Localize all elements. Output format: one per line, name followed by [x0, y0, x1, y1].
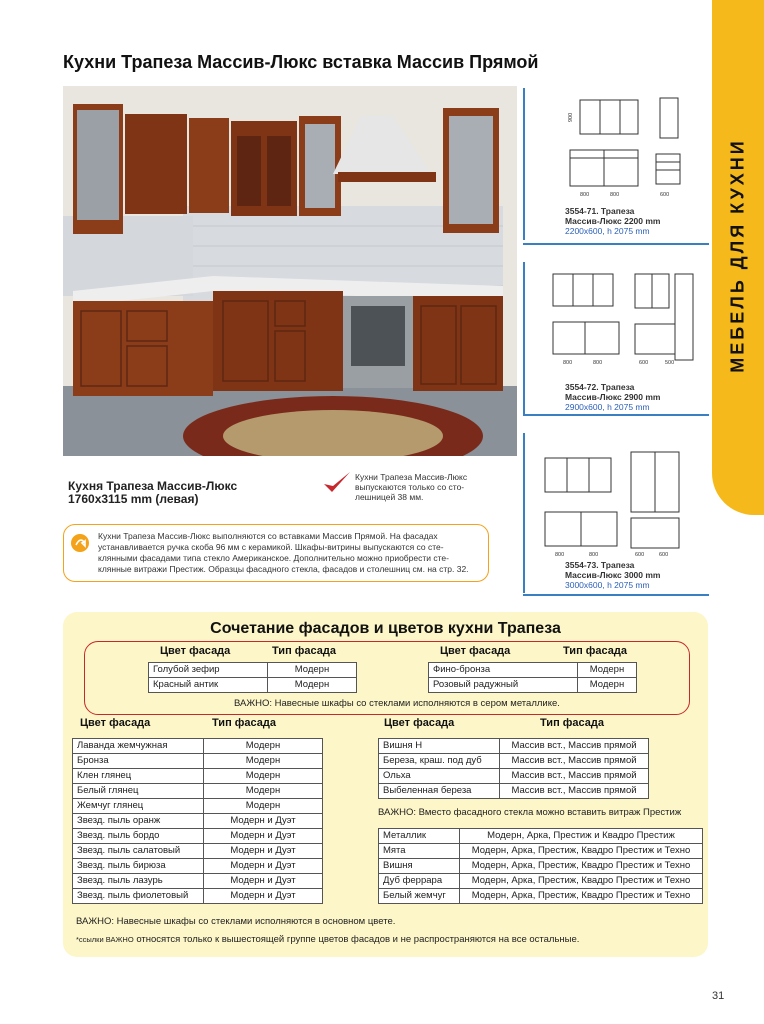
table-row: [379, 829, 703, 844]
col-header-color: Цвет фасада: [384, 717, 455, 729]
table-row: [379, 784, 649, 799]
color-cell: Звезд. пыль лазурь: [73, 874, 204, 889]
color-cell: Звезд. пыль оранж: [73, 814, 204, 829]
col-header-type: Тип фасада: [563, 645, 627, 657]
left-table: [72, 738, 323, 904]
col-header-type: Тип фасада: [540, 717, 604, 729]
color-cell: Лаванда жемчужная: [73, 739, 204, 754]
type-cell: Модерн и Дуэт: [204, 889, 323, 904]
color-cell: Звезд. пыль салатовый: [73, 844, 204, 859]
scheme-caption: 3554-72. Трапеза Массив-Люкс 2900 mm 2900х600, h 2075 mm: [565, 382, 661, 412]
scheme-caption: 3554-73. Трапеза Массив-Люкс 3000 mm 3000х600, h 2075 mm: [565, 560, 661, 590]
checkmark-icon: [322, 470, 352, 501]
svg-text:600: 600: [639, 360, 649, 366]
color-cell: Звезд. пыль бирюза: [73, 859, 204, 874]
type-cell: Модерн и Дуэт: [204, 844, 323, 859]
type-cell: Модерн: [204, 784, 323, 799]
color-cell: Белый жемчуг: [379, 889, 460, 904]
table-row: [73, 859, 323, 874]
svg-text:800: 800: [593, 360, 603, 366]
col-header-type: Тип фасада: [212, 717, 276, 729]
red-note: ВАЖНО: Навесные шкафы со стеклами исполняются в сером металлике.: [234, 698, 560, 709]
color-cell: Звезд. пыль фиолетовый: [73, 889, 204, 904]
type-cell: Модерн и Дуэт: [204, 814, 323, 829]
type-cell: Модерн и Дуэт: [204, 874, 323, 889]
color-cell: Дуб феррара: [379, 874, 460, 889]
page-number: 31: [712, 990, 725, 1002]
table-row: [73, 739, 323, 754]
color-cell: Металлик: [379, 829, 460, 844]
color-cell: Звезд. пыль бордо: [73, 829, 204, 844]
type-cell: Модерн: [204, 754, 323, 769]
table-row: [73, 769, 323, 784]
info-text: Кухни Трапеза Массив-Люкс выполняются со вставками Массив Прямой. На фасадах устанавливается ручка скоба 96 мм с керамикой. Шкафы-витрины выпускаются со сте- клянными фасадами типа стекло Американское. Дополнительно можно приобрести сте- клянные витражи Престиж. Образцы фасадного стекла, фасадов и столешниц см. на стр. 32.: [98, 531, 469, 574]
table-row: Розовый радужный Модерн: [429, 678, 637, 693]
svg-text:800: 800: [563, 360, 573, 366]
svg-text:600: 600: [635, 552, 645, 558]
table-row: [73, 814, 323, 829]
right-table-2: [378, 828, 703, 904]
type-cell: Модерн и Дуэт: [204, 859, 323, 874]
color-cell: Выбеленная береза: [379, 784, 500, 799]
color-cell: Вишня: [379, 859, 460, 874]
svg-text:600: 600: [659, 552, 669, 558]
svg-text:800: 800: [580, 192, 590, 198]
scheme-caption: 3554-71. Трапеза Массив-Люкс 2200 mm 2200х600, h 2075 mm: [565, 206, 661, 236]
table-row: [379, 844, 703, 859]
svg-text:800: 800: [589, 552, 599, 558]
svg-text:900: 900: [568, 112, 574, 122]
type-cell: Модерн, Арка, Престиж, Квадро Престиж и Техно: [460, 874, 703, 889]
svg-text:500: 500: [665, 360, 675, 366]
red-table-right: [428, 662, 637, 693]
svg-text:800: 800: [555, 552, 565, 558]
scheme-drawing: [535, 264, 705, 379]
type-cell: Модерн, Арка, Престиж, Квадро Престиж и Техно: [460, 859, 703, 874]
type-cell: Массив вст., Массив прямой: [500, 784, 649, 799]
bottom-footnote: *ссылки ВАЖНО относятся только к вышестоящей группе цветов фасадов и не распространяются на все остальные.: [76, 934, 580, 945]
scheme-drawing: [527, 440, 707, 565]
type-cell: Модерн и Дуэт: [204, 829, 323, 844]
right-table-1: [378, 738, 649, 799]
table-row: [73, 829, 323, 844]
color-cell: Жемчуг глянец: [73, 799, 204, 814]
right-note: ВАЖНО: Вместо фасадного стекла можно вставить витраж Престиж: [378, 807, 682, 818]
side-tab-label: МЕБЕЛЬ ДЛЯ КУХНИ: [727, 137, 748, 373]
col-header-color: Цвет фасада: [440, 645, 511, 657]
col-header-type: Тип фасада: [272, 645, 336, 657]
table-row: [379, 859, 703, 874]
table-row: Голубой зефир Модерн: [149, 663, 357, 678]
bottom-note: ВАЖНО: Навесные шкафы со стеклами исполняются в основном цвете.: [76, 916, 396, 927]
scheme-divider: [523, 88, 525, 240]
table-row: [73, 889, 323, 904]
type-cell: Модерн: [204, 739, 323, 754]
table-row: Фино-бронза Модерн: [429, 663, 637, 678]
scheme-divider: [523, 414, 709, 416]
scheme-divider: [523, 243, 709, 245]
color-cell: Береза, краш. под дуб: [379, 754, 500, 769]
side-note: Кухни Трапеза Массив-Люкс выпускаются только со сто- лешницей 38 мм.: [355, 472, 468, 502]
photo-caption: Кухня Трапеза Массив-Люкс 1760х3115 mm (левая): [68, 479, 238, 506]
type-cell: Модерн, Арка, Престиж, Квадро Престиж и Техно: [460, 889, 703, 904]
table-row: [73, 784, 323, 799]
type-cell: Массив вст., Массив прямой: [500, 739, 649, 754]
scheme-divider: [523, 262, 525, 414]
color-cell: Бронза: [73, 754, 204, 769]
col-header-color: Цвет фасада: [160, 645, 231, 657]
table-row: [73, 844, 323, 859]
table-row: [379, 769, 649, 784]
type-cell: Модерн, Арка, Престиж, Квадро Престиж и Техно: [460, 844, 703, 859]
col-header-color: Цвет фасада: [80, 717, 151, 729]
svg-text:600: 600: [660, 192, 670, 198]
scheme-drawing: [560, 92, 690, 207]
scheme-divider: [523, 433, 525, 593]
type-cell: Модерн, Арка, Престиж и Квадро Престиж: [460, 829, 703, 844]
info-icon: [70, 533, 90, 558]
color-cell: Ольха: [379, 769, 500, 784]
color-cell: Мята: [379, 844, 460, 859]
table-row: [379, 754, 649, 769]
table-row: [73, 799, 323, 814]
type-cell: Массив вст., Массив прямой: [500, 769, 649, 784]
table-row: [73, 874, 323, 889]
table-row: [73, 754, 323, 769]
scheme-divider: [523, 594, 709, 596]
type-cell: Массив вст., Массив прямой: [500, 754, 649, 769]
table-row: Красный антик Модерн: [149, 678, 357, 693]
kitchen-photo: [63, 86, 517, 456]
svg-text:800: 800: [610, 192, 620, 198]
color-cell: Клен глянец: [73, 769, 204, 784]
table-row: [379, 874, 703, 889]
table-row: [379, 889, 703, 904]
color-cell: Вишня Н: [379, 739, 500, 754]
red-table-left: [148, 662, 357, 693]
type-cell: Модерн: [204, 769, 323, 784]
table-row: [379, 739, 649, 754]
combos-title: Сочетание фасадов и цветов кухни Трапеза: [210, 620, 561, 637]
page-title: Кухни Трапеза Массив-Люкс вставка Массив Прямой: [63, 52, 539, 72]
color-cell: Белый глянец: [73, 784, 204, 799]
type-cell: Модерн: [204, 799, 323, 814]
